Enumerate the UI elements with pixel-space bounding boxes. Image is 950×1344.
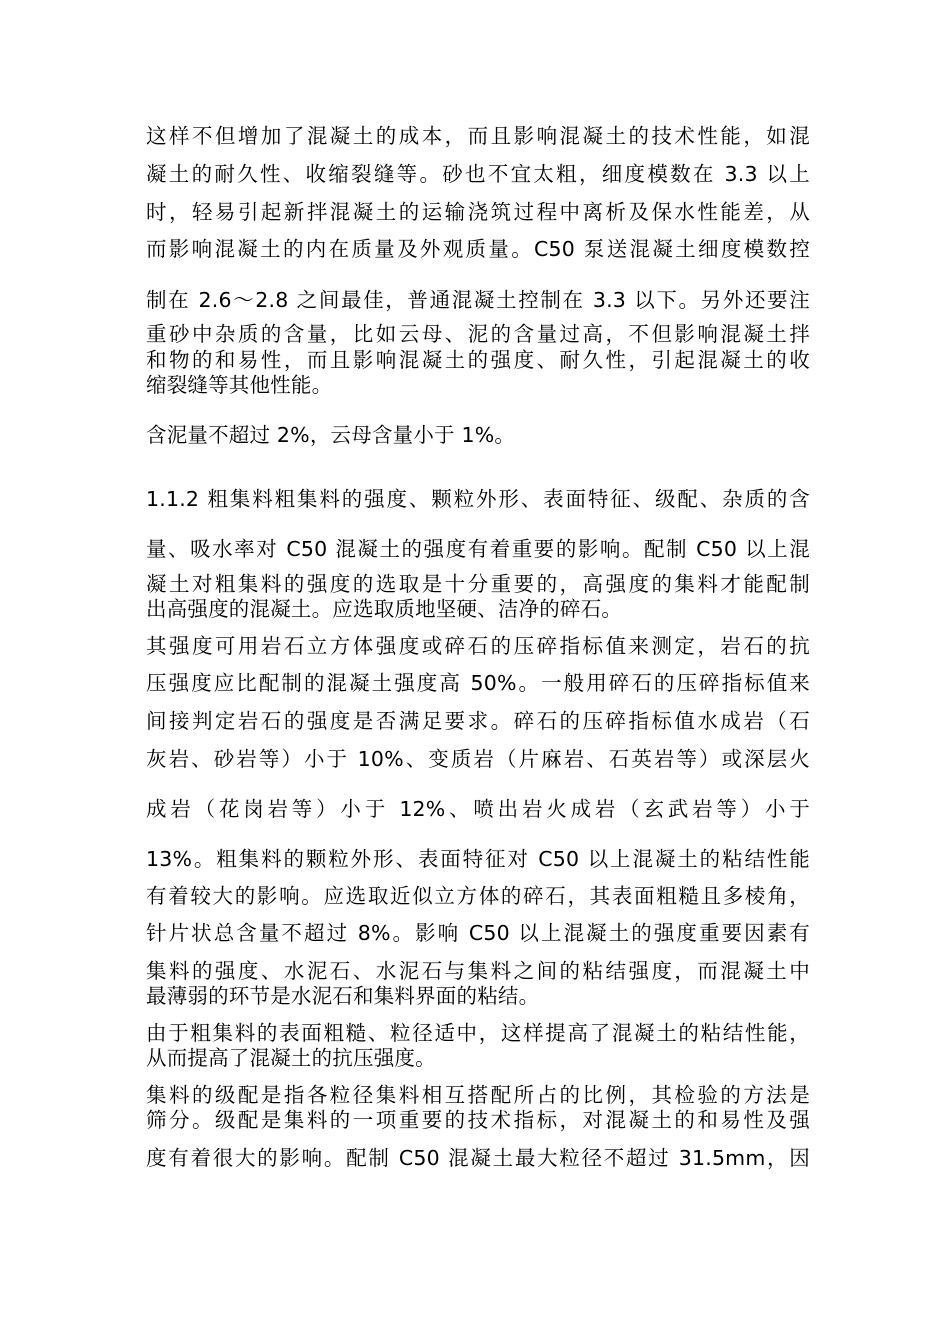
text-line: 重砂中杂质的含量，比如云母、泥的含量过高，不但影响混凝土拌 bbox=[146, 322, 810, 346]
text-line: 凝土的耐久性、收缩裂缝等。砂也不宜太粗，细度模数在 3.3 以上 bbox=[146, 162, 810, 186]
text-line: 有着较大的影响。应选取近似立方体的碎石，其表面粗糙且多棱角， bbox=[146, 884, 810, 908]
text-line: 由于粗集料的表面粗糙、粒径适中，这样提高了混凝土的粘结性能， bbox=[146, 1021, 810, 1045]
text-line: 针片状总含量不超过 8%。影响 C50 以上混凝土的强度重要因素有 bbox=[146, 921, 810, 945]
text-line: 成岩（花岗岩等）小于 12%、喷出岩火成岩（玄武岩等）小于 bbox=[146, 797, 810, 821]
text-line: 筛分。级配是集料的一项重要的技术指标，对混凝土的和易性及强 bbox=[146, 1108, 810, 1132]
text-line: 13%。粗集料的颗粒外形、表面特征对 C50 以上混凝土的粘结性能 bbox=[146, 847, 810, 871]
text-line: 间接判定岩石的强度是否满足要求。碎石的压碎指标值水成岩（石 bbox=[146, 709, 810, 733]
text-line: 集料的级配是指各粒径集料相互搭配所占的比例，其检验的方法是 bbox=[146, 1083, 810, 1107]
text-line: 集料的强度、水泥石、水泥石与集料之间的粘结强度，而混凝土中 bbox=[146, 959, 810, 983]
text-line: 度有着很大的影响。配制 C50 混凝土最大粒径不超过 31.5mm，因 bbox=[146, 1146, 810, 1170]
section-heading-line: 1.1.2 粗集料粗集料的强度、颗粒外形、表面特征、级配、杂质的含 bbox=[146, 487, 810, 511]
text-line: 时，轻易引起新拌混凝土的运输浇筑过程中离析及保水性能差，从 bbox=[146, 200, 810, 224]
text-line: 压强度应比配制的混凝土强度高 50%。一般用碎石的压碎指标值来 bbox=[146, 671, 810, 695]
text-line: 缩裂缝等其他性能。 bbox=[146, 373, 333, 397]
text-line: 出高强度的混凝土。应选取质地坚硬、洁净的碎石。 bbox=[146, 597, 623, 621]
text-line: 最薄弱的环节是水泥石和集料界面的粘结。 bbox=[146, 984, 540, 1008]
text-line: 而影响混凝土的内在质量及外观质量。C50 泵送混凝土细度模数控 bbox=[146, 237, 810, 261]
text-line: 灰岩、砂岩等）小于 10%、变质岩（片麻岩、石英岩等）或深层火 bbox=[146, 747, 810, 771]
text-line: 量、吸水率对 C50 混凝土的强度有着重要的影响。配制 C50 以上混 bbox=[146, 537, 810, 561]
text-line: 其强度可用岩石立方体强度或碎石的压碎指标值来测定，岩石的抗 bbox=[146, 634, 810, 658]
text-line: 制在 2.6～2.8 之间最佳，普通混凝土控制在 3.3 以下。另外还要注 bbox=[146, 288, 810, 312]
text-line: 这样不但增加了混凝土的成本，而且影响混凝土的技术性能，如混 bbox=[146, 124, 810, 148]
text-line: 从而提高了混凝土的抗压强度。 bbox=[146, 1046, 436, 1070]
text-line: 含泥量不超过 2%，云母含量小于 1%。 bbox=[146, 423, 516, 447]
text-line: 凝土对粗集料的强度的选取是十分重要的，高强度的集料才能配制 bbox=[146, 572, 810, 596]
text-line: 和物的和易性，而且影响混凝土的强度、耐久性，引起混凝土的收 bbox=[146, 348, 810, 372]
